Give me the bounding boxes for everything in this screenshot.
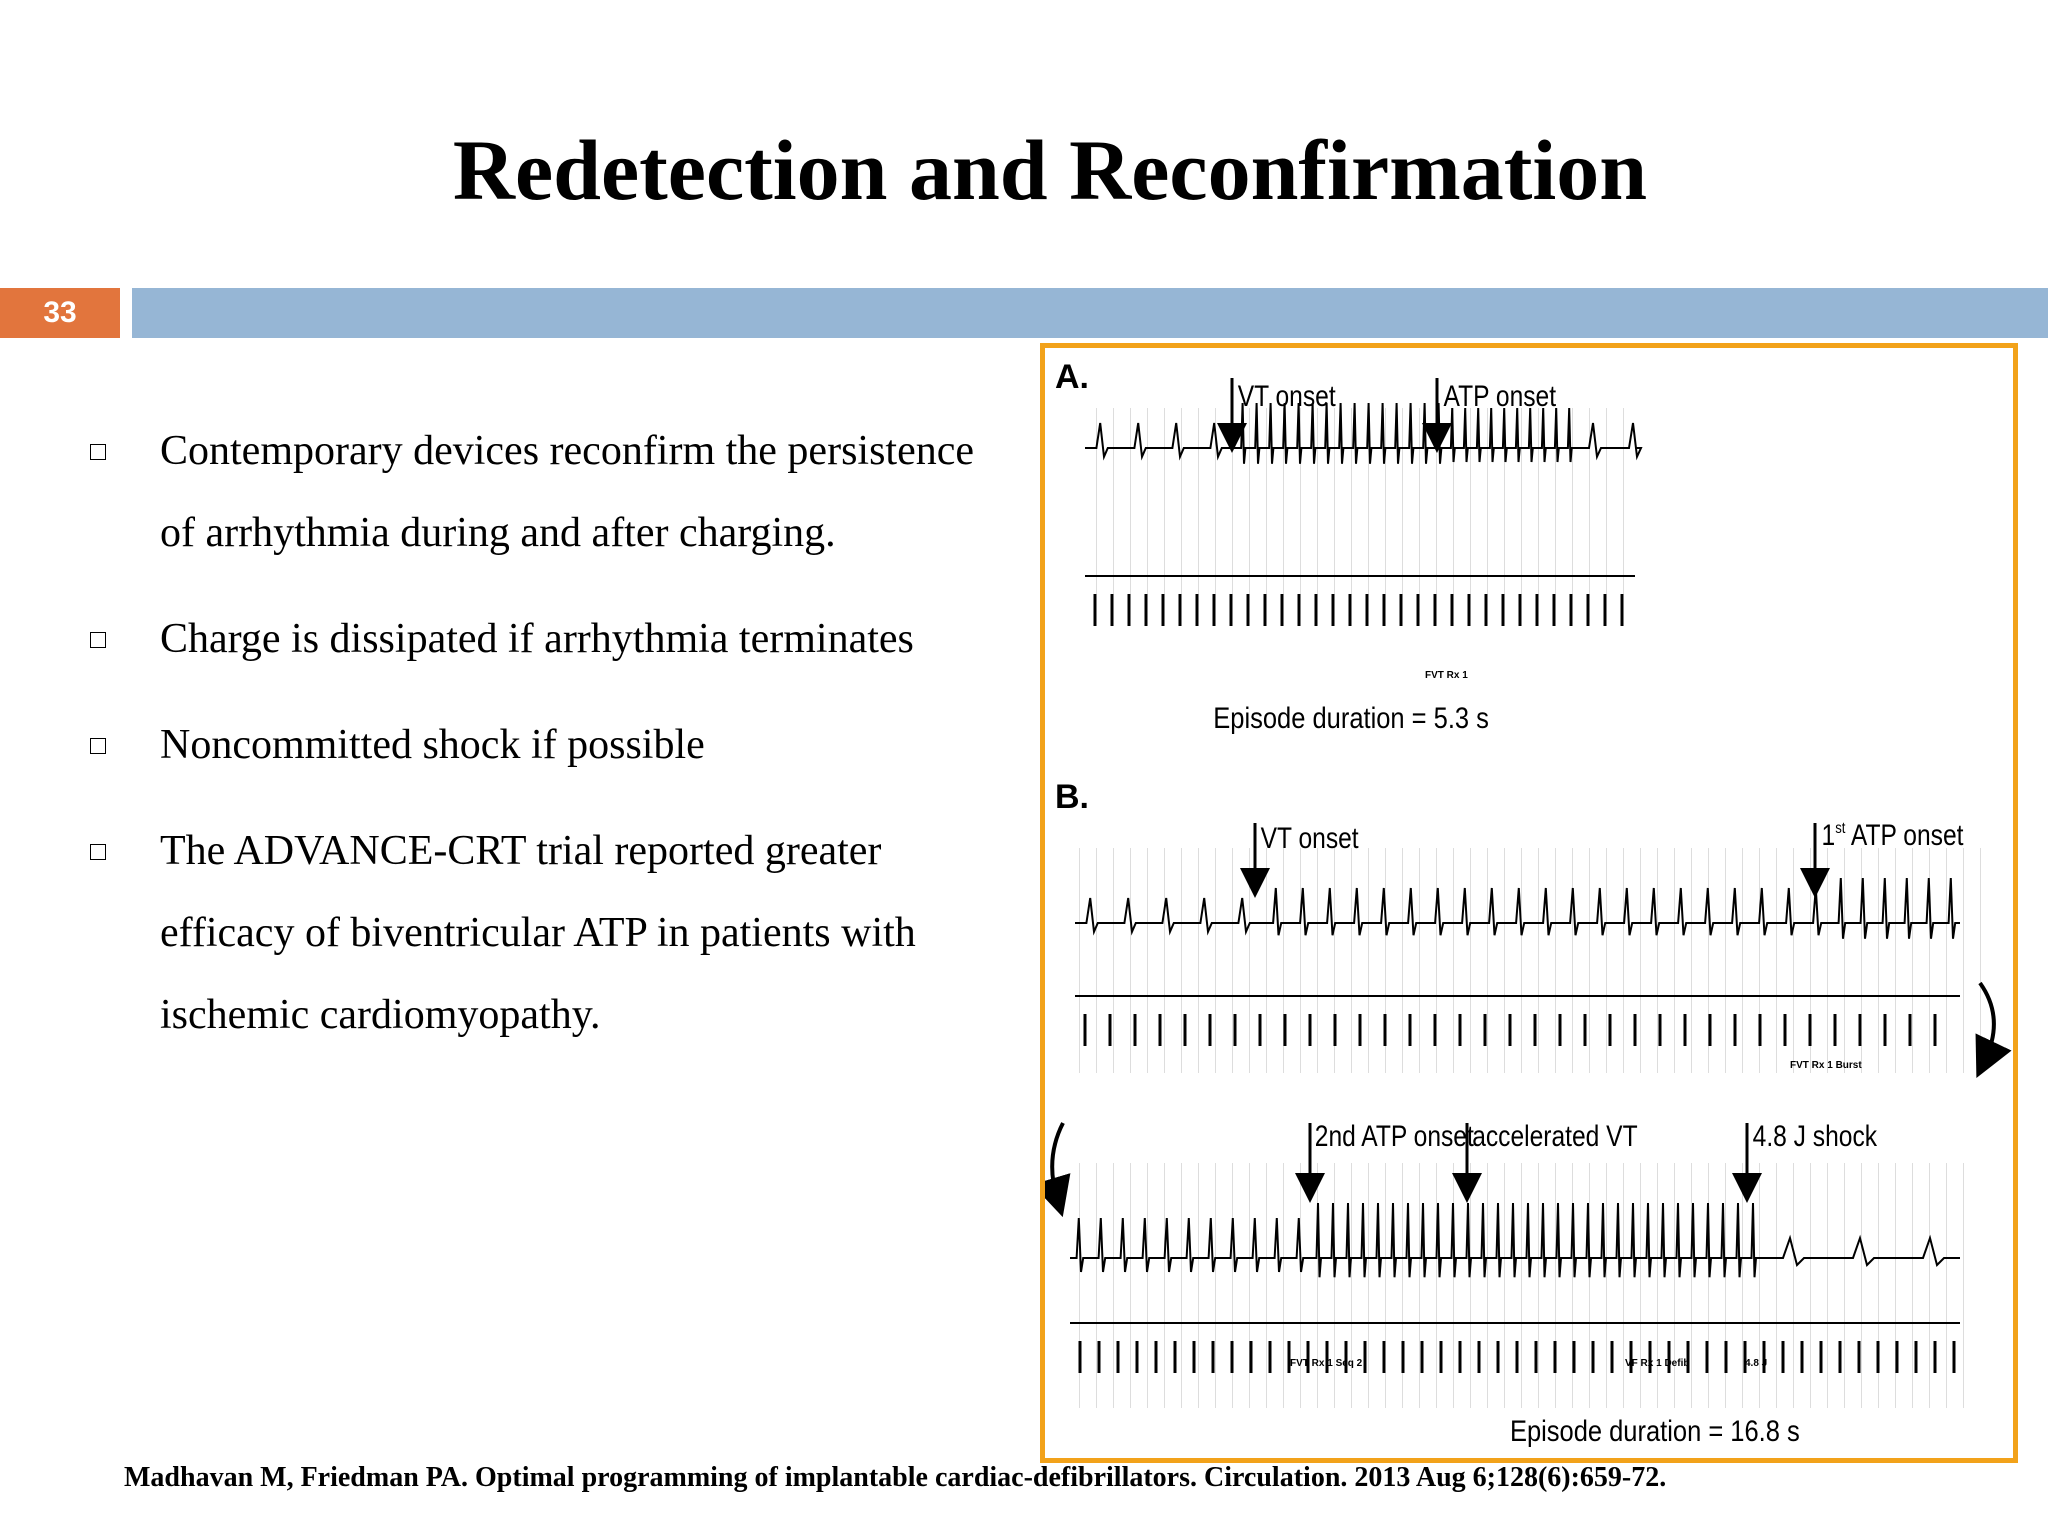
panel-b-marker-defib: VF Rx 1 Defib xyxy=(1625,1358,1690,1369)
vt-onset-label: VT onset xyxy=(1237,378,1336,413)
panel-b-vt-onset-label: VT onset xyxy=(1260,820,1359,855)
shock-label: 4.8 J shock xyxy=(1752,1118,1878,1153)
bullet-text: Contemporary devices reconfirm the persistence of arrhythmia during and after charging. xyxy=(160,428,975,556)
accelerated-vt-label: accelerated VT xyxy=(1472,1118,1638,1153)
square-bullet-icon xyxy=(90,844,106,860)
panel-a-letter: A. xyxy=(1055,358,1089,396)
continuation-arrow-left xyxy=(1052,1123,1063,1198)
atp-onset-label: ATP onset xyxy=(1443,378,1557,413)
bullet-text: Noncommitted shock if possible xyxy=(160,722,705,768)
square-bullet-icon xyxy=(90,632,106,648)
panel-b-marker-burst: FVT Rx 1 Burst xyxy=(1790,1060,1862,1071)
slide-number: 33 xyxy=(0,288,120,338)
panel-b-duration: Episode duration = 16.8 s xyxy=(1509,1414,1800,1448)
panel-b-marker-seq2: FVT Rx 1 Seq 2 xyxy=(1290,1358,1363,1369)
ecg-figure xyxy=(1040,343,2018,1463)
panel-b-lower-grid xyxy=(1065,1163,1980,1408)
second-atp-label: 2nd ATP onset xyxy=(1314,1118,1474,1153)
bullet-item xyxy=(90,704,990,786)
panel-b-letter: B. xyxy=(1055,778,1089,816)
ecg-figure-svg xyxy=(1045,348,2013,1458)
panel-a-marker-label: FVT Rx 1 xyxy=(1425,670,1468,681)
first-atp-label: 1st ATP onset xyxy=(1821,817,1964,852)
panel-a-grid xyxy=(1080,408,1635,618)
slide-title: Redetection and Reconfirmation xyxy=(452,122,1648,218)
square-bullet-icon xyxy=(90,738,106,754)
bullet-item xyxy=(90,410,990,574)
panel-b-upper-grid xyxy=(1070,848,1985,1073)
bullet-item xyxy=(90,598,990,680)
bullet-item xyxy=(90,810,990,1056)
bullet-list xyxy=(90,410,990,1080)
panel-b-marker-energy: 4.8 J xyxy=(1745,1358,1768,1369)
citation: Madhavan M, Friedman PA. Optimal programming of implantable cardiac-defibrillators. Circulation. 2013 Aug 6;128(6):659-72. xyxy=(124,1462,1667,1493)
bullet-text: The ADVANCE-CRT trial reported greater efficacy of biventricular ATP in patients with ischemic cardiomyopathy. xyxy=(160,828,916,1038)
panel-a-duration: Episode duration = 5.3 s xyxy=(1213,701,1489,735)
bullet-text: Charge is dissipated if arrhythmia terminates xyxy=(160,616,914,662)
square-bullet-icon xyxy=(90,444,106,460)
header-bar xyxy=(132,288,2048,338)
